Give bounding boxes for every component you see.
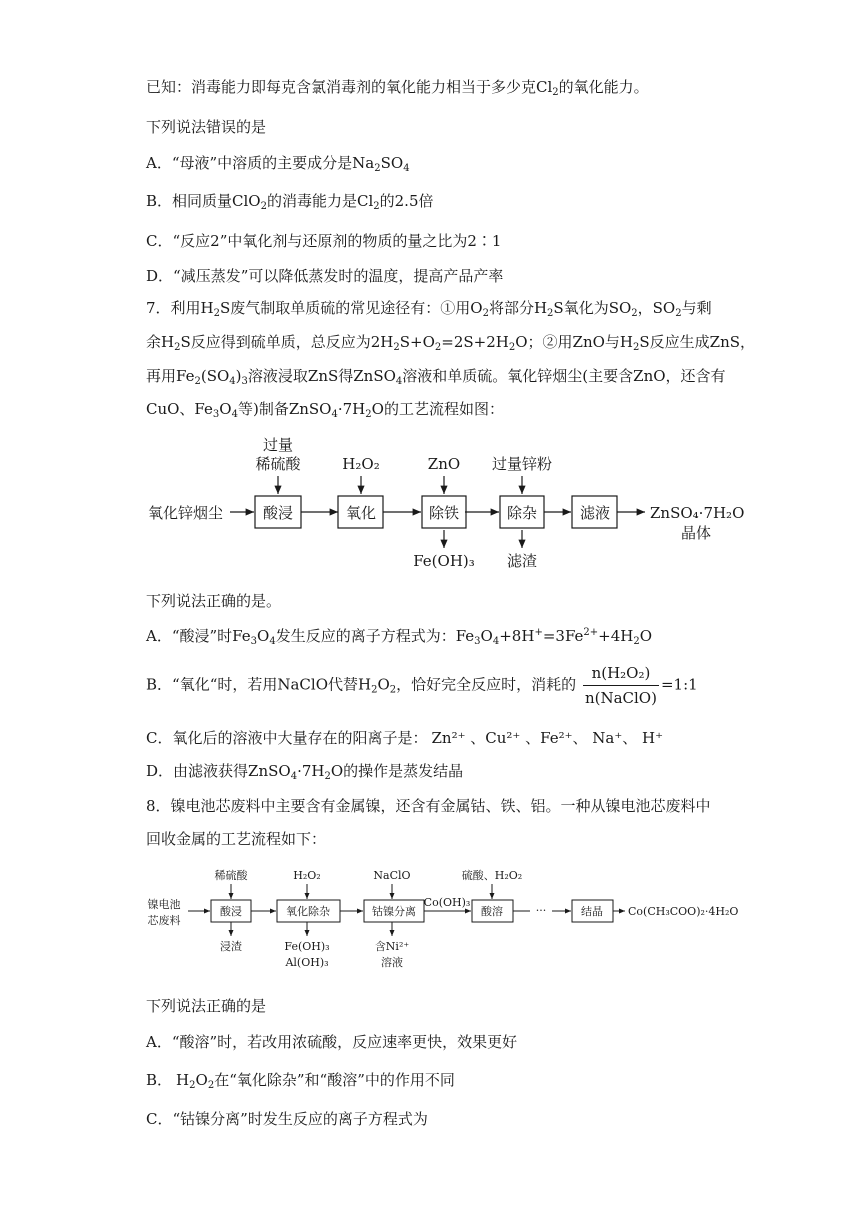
- q7-option-d: D．由滤液获得$ZnSO_4\cdot 7H_2O$的操作是蒸发结晶: [146, 762, 464, 782]
- q7-label-box3: 除铁: [428, 504, 460, 522]
- q8-option-a: A．“酸溶”时，若改用浓硫酸，反应速率更快，效果更好: [146, 1033, 518, 1051]
- q7-label-box2: 氧化: [345, 504, 377, 522]
- q7-option-b: B．“氧化“时，若用NaClO代替$H_2O_2$，恰好完全反应时，消耗的 $\frac{\text{n(H₂O₂)}}{\text{n(NaClO)}}$ =1:1: [146, 664, 698, 707]
- q8-label-box3: 钴镍分离: [372, 905, 416, 918]
- q7-option-c: C．氧化后的溶液中大量存在的阳离子是： Zn²⁺ 、Cu²⁺ 、Fe²⁺、 Na⁺、 H⁺: [146, 729, 664, 747]
- q8-label-box1: 酸浸: [220, 905, 242, 918]
- q7-line-4: CuO、$Fe_3O_4$等)制备$ZnSO_4\cdot 7H_2O$的工艺流程如图：: [146, 400, 504, 420]
- q6-option-b: B．相同质量ClO$_2$的消毒能力是$Cl_2$的2.5倍: [146, 192, 434, 212]
- q8-label-box2: 氧化除杂: [286, 905, 330, 918]
- q8-output-2-line2: Al(OH)₃: [285, 956, 329, 969]
- q8-product: Co(CH₃COO)₂·4H₂O: [628, 905, 739, 918]
- q7-label-box4: 除杂: [506, 504, 538, 522]
- q8-option-c: C．“钴镍分离”时发生反应的离子方程式为: [146, 1110, 428, 1128]
- q8-flow-diagram: [140, 862, 760, 977]
- q7-stem: 下列说法正确的是。: [146, 592, 282, 610]
- q6-option-c: C．“反应2”中氧化剂与还原剂的物质的量之比为2∶1: [146, 232, 502, 250]
- q8-output-3-line2: 溶液: [381, 956, 403, 969]
- q8-input-3: NaClO: [373, 869, 411, 882]
- q7-input-2: H₂O₂: [342, 455, 380, 473]
- q8-label-box4: 酸溶: [481, 905, 503, 918]
- q8-option-b: B． $H_2O_2$在“氧化除杂”和“酸溶”中的作用不同: [146, 1071, 455, 1091]
- q6-option-d: D．“减压蒸发”可以降低蒸发时的温度，提高产品产率: [146, 267, 504, 285]
- q7-input-3: ZnO: [427, 455, 461, 473]
- q8-stem: 下列说法正确的是: [146, 997, 267, 1015]
- q8-output-3-line1: 含Ni²⁺: [374, 940, 410, 953]
- q8-source-line1: 镍电池: [147, 898, 181, 911]
- q6-stem: 下列说法错误的是: [146, 118, 267, 136]
- q7-option-a: A．“酸浸”时$Fe_3O_4$发生反应的离子方程式为：$Fe_3O_4+8H^+=3Fe^{2+}+4H_2O$: [146, 627, 653, 647]
- q8-line-2: 回收金属的工艺流程如下：: [146, 830, 327, 848]
- q8-output-1: 浸渣: [220, 940, 242, 953]
- q7-flow-diagram: [140, 430, 780, 580]
- q7-product-line2: 晶体: [680, 524, 712, 542]
- q7-output-4: 滤渣: [506, 552, 538, 570]
- q8-output-2-line1: Fe(OH)₃: [284, 940, 330, 953]
- q8-source-line2: 芯废料: [147, 914, 181, 927]
- q8-ellipsis: ···: [535, 904, 547, 917]
- q7-ratio-fraction: $\frac{\text{n(H₂O₂)}}{\text{n(NaClO)}}$: [584, 664, 657, 707]
- q7-source: 氧化锌烟尘: [148, 504, 224, 522]
- q7-line-1: 7．利用$H_2S$废气制取单质硫的常见途径有：①用$O_2$将部分$H_2S$氧化为$SO_2$，$SO_2$与剩: [146, 299, 712, 319]
- q8-input-1: 稀硫酸: [214, 869, 248, 882]
- q7-product-line1: ZnSO₄·7H₂O: [650, 504, 745, 522]
- q8-intermediate: Co(OH)₃: [423, 896, 471, 909]
- q7-output-3: Fe(OH)₃: [413, 552, 475, 570]
- q8-line-1: 8．镍电池芯废料中主要含有金属镍，还含有金属钴、铁、铝。一种从镍电池芯废料中: [146, 797, 711, 815]
- q8-input-2: H₂O₂: [293, 869, 321, 882]
- q7-input-1-line1: 过量: [262, 436, 294, 454]
- q6-option-a: A．“母液”中溶质的主要成分是$Na_2SO_4$: [146, 154, 410, 174]
- q8-label-box5: 结晶: [581, 905, 603, 918]
- q6-known-note: 已知：消毒能力即每克含氯消毒剂的氧化能力相当于多少克$Cl_2$的氧化能力。: [146, 78, 649, 98]
- q7-line-2: 余$H_2S$反应得到硫单质，总反应为$2H_2S+O_2=2S+2H_2O$；②用ZnO与$H_2S$反应生成ZnS，: [146, 333, 756, 353]
- q7-input-1-line2: 稀硫酸: [255, 455, 301, 473]
- q7-line-3: 再用$Fe_2(SO_4)_3$溶液浸取ZnS得ZnSO$_4$溶液和单质硫。氧化锌烟尘(主要含ZnO，还含有: [146, 367, 726, 387]
- q8-input-4: 硫酸、H₂O₂: [461, 869, 523, 882]
- q7-label-box5: 滤液: [579, 504, 611, 522]
- q7-input-4: 过量锌粉: [491, 455, 553, 473]
- q7-label-box1: 酸浸: [262, 504, 294, 522]
